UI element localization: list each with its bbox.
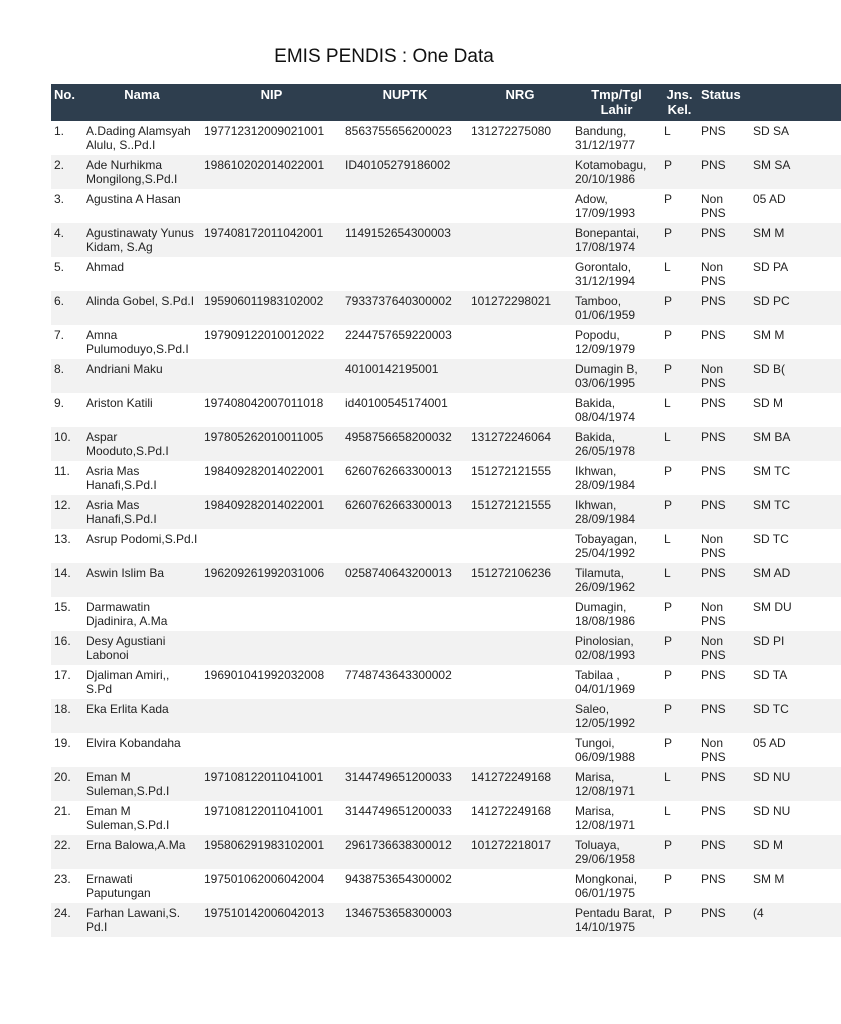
cell-nip: 198610202014022001: [201, 155, 342, 189]
cell-status: PNS: [701, 668, 726, 682]
cell-lahir: Pinolosian, 02/08/1993: [572, 631, 661, 665]
cell-nama: Ahmad: [86, 260, 125, 274]
cell-extra: SD PC: [750, 291, 841, 325]
cell-lahir: Toluaya, 29/06/1958: [572, 835, 661, 869]
cell-nama: Asria Mas Hanafi,S.Pd.I: [86, 464, 157, 492]
cell-extra: SD PA: [753, 260, 789, 274]
cell-lahir: Bonepantai, 17/08/1974: [572, 223, 661, 257]
cell-status: Non PNS: [701, 600, 726, 628]
cell-nama: Amna Pulumoduyo,S.Pd.I: [86, 328, 189, 356]
cell-lahir: Popodu, 12/09/1979: [575, 328, 636, 356]
cell-nip: 197408042007011018: [204, 396, 324, 410]
cell-nrg: 101272218017: [468, 835, 572, 869]
cell-jk: P: [664, 464, 673, 478]
cell-no: 4.: [51, 223, 83, 257]
cell-jk: L: [664, 532, 671, 546]
cell-no: 8.: [51, 359, 83, 393]
table-row: [51, 427, 841, 461]
cell-status: PNS: [698, 835, 750, 869]
cell-status: PNS: [701, 328, 726, 342]
cell-nip: [201, 359, 342, 393]
cell-nip: [201, 189, 342, 223]
cell-no: 3.: [54, 192, 65, 206]
column-header-no: No.: [51, 84, 83, 121]
cell-extra: SM TC: [753, 464, 791, 478]
cell-lahir: Saleo, 12/05/1992: [572, 699, 661, 733]
cell-jk: P: [664, 600, 673, 614]
cell-jk: L: [661, 427, 698, 461]
cell-no: 24.: [51, 903, 83, 937]
cell-lahir: Kotamobagu, 20/10/1986: [572, 155, 661, 189]
cell-status: PNS: [698, 699, 750, 733]
cell-nrg: 151272121555: [471, 464, 552, 478]
cell-nama: Alinda Gobel, S.Pd.I: [83, 291, 201, 325]
cell-extra: SD M: [750, 835, 841, 869]
cell-jk: L: [664, 396, 671, 410]
cell-nuptk: id40100545174001: [345, 396, 448, 410]
cell-extra: SD NU: [750, 767, 841, 801]
cell-nama: Darmawatin Djadinira, A.Ma: [86, 600, 168, 628]
cell-status: PNS: [698, 903, 750, 937]
cell-no: 22.: [51, 835, 83, 869]
cell-jk: P: [661, 495, 698, 529]
cell-status: PNS: [698, 563, 750, 597]
cell-no: 7.: [54, 328, 65, 342]
cell-nuptk: 0258740643200013: [342, 563, 468, 597]
table-row: [51, 801, 841, 835]
cell-nrg: [468, 665, 572, 699]
cell-nuptk: 1149152654300003: [342, 223, 468, 257]
cell-status: Non PNS: [701, 260, 726, 288]
column-header-status: Status: [698, 84, 750, 121]
cell-nama: Asrup Podomi,S.Pd.I: [86, 532, 198, 546]
column-header-lahir: Tmp/Tgl Lahir: [572, 84, 661, 121]
cell-no: 1.: [54, 124, 65, 138]
cell-nip: 198409282014022001: [201, 495, 342, 529]
cell-extra: SM AD: [750, 563, 841, 597]
table-row: [51, 257, 841, 291]
cell-nama: Elvira Kobandaha: [86, 736, 181, 750]
table-row: [51, 767, 841, 801]
cell-nip: 197408172011042001: [201, 223, 342, 257]
cell-no: 20.: [51, 767, 83, 801]
cell-nuptk: [342, 699, 468, 733]
cell-nrg: [468, 869, 572, 903]
cell-extra: 05 AD: [753, 736, 786, 750]
cell-nip: [201, 733, 342, 767]
cell-status: Non PNS: [698, 631, 750, 665]
cell-nip: [201, 699, 342, 733]
cell-lahir: Tabilaa , 04/01/1969: [575, 668, 636, 696]
cell-jk: P: [661, 631, 698, 665]
table-row: [51, 495, 841, 529]
cell-no: 23.: [54, 872, 71, 886]
cell-nuptk: 3144749651200033: [342, 767, 468, 801]
cell-jk: P: [661, 155, 698, 189]
cell-extra: SM BA: [750, 427, 841, 461]
cell-extra: SM TC: [750, 495, 841, 529]
cell-status: PNS: [698, 291, 750, 325]
table-row: [51, 529, 841, 563]
cell-nuptk: 1346753658300003: [342, 903, 468, 937]
cell-no: 14.: [51, 563, 83, 597]
cell-lahir: Ikhwan, 28/09/1984: [575, 464, 636, 492]
cell-nip: 196209261992031006: [201, 563, 342, 597]
cell-nip: 197805262010011005: [201, 427, 342, 461]
cell-status: PNS: [698, 223, 750, 257]
cell-nip: 197510142006042013: [201, 903, 342, 937]
cell-extra: SD TA: [753, 668, 788, 682]
cell-jk: P: [661, 223, 698, 257]
table-row: [51, 869, 841, 903]
cell-status: PNS: [698, 495, 750, 529]
cell-nrg: [468, 733, 572, 767]
cell-lahir: Pentadu Barat, 14/10/1975: [572, 903, 661, 937]
cell-nama: Aspar Mooduto,S.Pd.I: [83, 427, 201, 461]
cell-nama: Djaliman Amiri,, S.Pd: [86, 668, 170, 696]
cell-jk: P: [661, 835, 698, 869]
cell-status: Non PNS: [701, 192, 726, 220]
cell-lahir: Bandung, 31/12/1977: [575, 124, 636, 152]
cell-extra: SM SA: [750, 155, 841, 189]
cell-nrg: [468, 223, 572, 257]
cell-nuptk: 7748743643300002: [345, 668, 452, 682]
cell-status: PNS: [698, 427, 750, 461]
cell-nuptk: [342, 631, 468, 665]
cell-jk: P: [664, 668, 673, 682]
cell-extra: SD TC: [753, 532, 789, 546]
cell-status: PNS: [701, 804, 726, 818]
cell-lahir: Marisa, 12/08/1971: [572, 767, 661, 801]
cell-nuptk: ID40105279186002: [342, 155, 468, 189]
table-row: [51, 665, 841, 699]
cell-no: 19.: [54, 736, 71, 750]
cell-nip: 197909122010012022: [204, 328, 325, 342]
column-header-nama: Nama: [83, 84, 201, 121]
cell-lahir: Tobayagan, 25/04/1992: [575, 532, 638, 560]
cell-nuptk: [342, 189, 468, 223]
cell-nip: [201, 631, 342, 665]
cell-nrg: [468, 189, 572, 223]
cell-nuptk: 2244757659220003: [345, 328, 452, 342]
column-header-nrg: NRG: [468, 84, 572, 121]
cell-lahir: Marisa, 12/08/1971: [575, 804, 636, 832]
cell-nrg: [468, 529, 572, 563]
cell-nama: Aswin Islim Ba: [83, 563, 201, 597]
cell-nuptk: 6260762663300013: [345, 464, 452, 478]
cell-no: 17.: [54, 668, 71, 682]
cell-no: 16.: [51, 631, 83, 665]
table-row: [51, 733, 841, 767]
cell-jk: P: [661, 903, 698, 937]
table-row: [51, 223, 841, 257]
cell-lahir: Mongkonai, 06/01/1975: [575, 872, 638, 900]
cell-nip: 197712312009021001: [204, 124, 325, 138]
cell-lahir: Bakida, 26/05/1978: [572, 427, 661, 461]
cell-lahir: Adow, 17/09/1993: [575, 192, 636, 220]
table-row: [51, 359, 841, 393]
cell-lahir: Dumagin B, 03/06/1995: [572, 359, 661, 393]
table-row: [51, 563, 841, 597]
cell-no: 2.: [51, 155, 83, 189]
cell-status: Non PNS: [701, 736, 726, 764]
cell-nuptk: 3144749651200033: [345, 804, 452, 818]
cell-extra: SD SA: [753, 124, 790, 138]
cell-jk: L: [664, 124, 671, 138]
cell-no: 5.: [54, 260, 65, 274]
cell-jk: P: [661, 359, 698, 393]
cell-extra: SD NU: [753, 804, 791, 818]
cell-nip: [201, 529, 342, 563]
cell-nama: Ariston Katili: [86, 396, 153, 410]
cell-status: PNS: [701, 396, 726, 410]
table-header-row: [51, 84, 841, 121]
cell-no: 10.: [51, 427, 83, 461]
cell-status: PNS: [701, 464, 726, 478]
cell-nama: Agustina A Hasan: [86, 192, 181, 206]
cell-jk: P: [664, 192, 673, 206]
cell-no: 21.: [54, 804, 71, 818]
cell-nrg: [468, 597, 572, 631]
cell-nip: [201, 257, 342, 291]
cell-nrg: [468, 325, 572, 359]
cell-nip: 196901041992032008: [204, 668, 325, 682]
cell-nip: 197108122011041001: [204, 804, 324, 818]
cell-jk: L: [664, 260, 671, 274]
cell-jk: L: [661, 563, 698, 597]
cell-nrg: [468, 631, 572, 665]
cell-no: 18.: [51, 699, 83, 733]
cell-extra: SM M: [750, 223, 841, 257]
cell-nuptk: 40100142195001: [342, 359, 468, 393]
table-row: [51, 461, 841, 495]
cell-nuptk: [342, 257, 468, 291]
cell-no: 15.: [54, 600, 71, 614]
table-row: [51, 121, 841, 155]
cell-nrg: 131272246064: [468, 427, 572, 461]
cell-nrg: [468, 699, 572, 733]
cell-extra: SD PI: [750, 631, 841, 665]
cell-no: 13.: [54, 532, 71, 546]
cell-nuptk: [342, 597, 468, 631]
table-container: [51, 84, 792, 937]
table-row: [51, 631, 841, 665]
cell-jk: P: [664, 736, 673, 750]
cell-lahir: Tungoi, 06/09/1988: [575, 736, 636, 764]
table-row: [51, 903, 841, 937]
cell-extra: SM M: [753, 328, 785, 342]
cell-nama: Ernawati Paputungan: [86, 872, 151, 900]
cell-jk: P: [661, 291, 698, 325]
cell-nuptk: 8563755656200023: [345, 124, 452, 138]
cell-nip: 195906011983102002: [201, 291, 342, 325]
cell-lahir: Ikhwan, 28/09/1984: [572, 495, 661, 529]
cell-nrg: 101272298021: [468, 291, 572, 325]
cell-nuptk: 7933737640300002: [342, 291, 468, 325]
cell-nuptk: 4958756658200032: [342, 427, 468, 461]
table-row: [51, 325, 841, 359]
cell-nip: 197501062006042004: [204, 872, 325, 886]
cell-nama: Farhan Lawani,S. Pd.I: [83, 903, 201, 937]
cell-nama: Agustinawaty Yunus Kidam, S.Ag: [83, 223, 201, 257]
cell-extra: SD TC: [750, 699, 841, 733]
cell-no: 9.: [54, 396, 65, 410]
cell-nuptk: 9438753654300002: [345, 872, 452, 886]
cell-nama: Desy Agustiani Labonoi: [83, 631, 201, 665]
cell-extra: SD M: [753, 396, 783, 410]
cell-nrg: 151272121555: [468, 495, 572, 529]
page-title: EMIS PENDIS : One Data: [274, 46, 494, 67]
cell-lahir: Bakida, 08/04/1974: [575, 396, 636, 424]
cell-jk: P: [661, 699, 698, 733]
cell-jk: P: [664, 872, 673, 886]
cell-nama: Asria Mas Hanafi,S.Pd.I: [83, 495, 201, 529]
cell-nrg: 141272249168: [468, 767, 572, 801]
cell-no: 12.: [51, 495, 83, 529]
cell-no: 11.: [54, 464, 70, 478]
cell-lahir: Tamboo, 01/06/1959: [572, 291, 661, 325]
cell-nrg: [468, 393, 572, 427]
cell-nuptk: 6260762663300013: [342, 495, 468, 529]
data-table: [51, 84, 841, 937]
cell-lahir: Dumagin, 18/08/1986: [575, 600, 636, 628]
cell-lahir: Tilamuta, 26/09/1962: [572, 563, 661, 597]
table-row: [51, 699, 841, 733]
cell-nrg: [468, 359, 572, 393]
cell-nip: 197108122011041001: [201, 767, 342, 801]
cell-jk: L: [664, 804, 671, 818]
table-row: [51, 291, 841, 325]
cell-nama: Erna Balowa,A.Ma: [83, 835, 201, 869]
cell-extra: (4: [750, 903, 841, 937]
cell-nrg: 141272249168: [471, 804, 552, 818]
column-header-nip: NIP: [201, 84, 342, 121]
cell-nrg: 131272275080: [471, 124, 552, 138]
cell-nip: [201, 597, 342, 631]
table-row: [51, 155, 841, 189]
table-row: [51, 189, 841, 223]
cell-status: PNS: [701, 872, 726, 886]
cell-nama: A.Dading Alamsyah Alulu, S..Pd.I: [86, 124, 191, 152]
column-header-nuptk: NUPTK: [342, 84, 468, 121]
cell-jk: L: [661, 767, 698, 801]
cell-nama: Eman M Suleman,S.Pd.I: [83, 767, 201, 801]
cell-status: PNS: [698, 155, 750, 189]
cell-status: PNS: [701, 124, 726, 138]
cell-extra: 05 AD: [753, 192, 786, 206]
table-row: [51, 393, 841, 427]
cell-nama: Eman M Suleman,S.Pd.I: [86, 804, 170, 832]
cell-nrg: [468, 155, 572, 189]
cell-jk: P: [664, 328, 673, 342]
cell-no: 6.: [51, 291, 83, 325]
cell-status: Non PNS: [698, 359, 750, 393]
cell-nama: Ade Nurhikma Mongilong,S.Pd.I: [83, 155, 201, 189]
cell-extra: SD B(: [750, 359, 841, 393]
cell-nip: 198409282014022001: [204, 464, 325, 478]
column-header-extra: [750, 84, 841, 121]
cell-nrg: [468, 903, 572, 937]
column-header-jk: Jns. Kel.: [661, 84, 698, 121]
cell-status: PNS: [698, 767, 750, 801]
cell-status: Non PNS: [701, 532, 726, 560]
cell-nuptk: 2961736638300012: [342, 835, 468, 869]
cell-nrg: 151272106236: [468, 563, 572, 597]
cell-nuptk: [342, 529, 468, 563]
cell-nama: Eka Erlita Kada: [83, 699, 201, 733]
cell-nuptk: [342, 733, 468, 767]
cell-extra: SM M: [753, 872, 785, 886]
cell-extra: SM DU: [753, 600, 792, 614]
cell-nrg: [468, 257, 572, 291]
table-row: [51, 597, 841, 631]
cell-nip: 195806291983102001: [201, 835, 342, 869]
cell-lahir: Gorontalo, 31/12/1994: [575, 260, 636, 288]
table-row: [51, 835, 841, 869]
cell-nama: Andriani Maku: [83, 359, 201, 393]
